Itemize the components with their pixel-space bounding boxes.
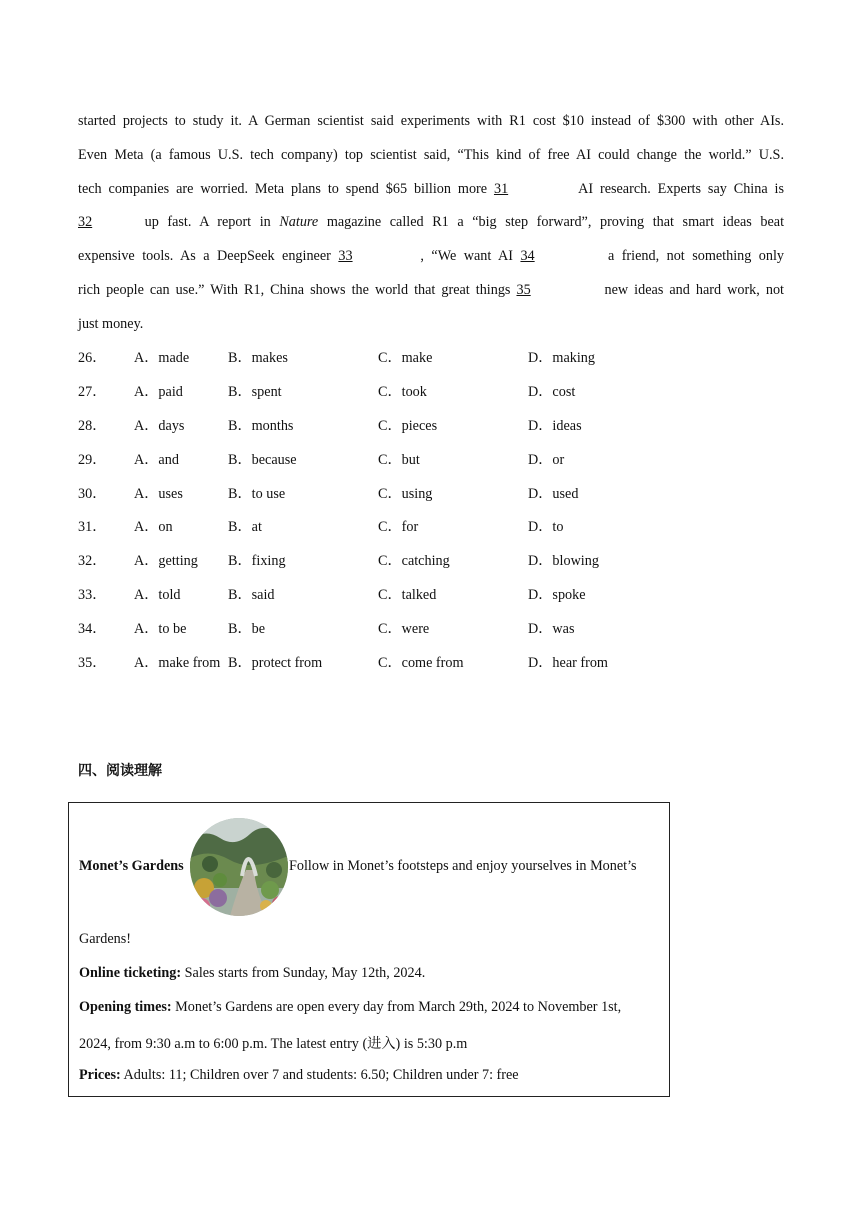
option-c[interactable]: C．catching	[378, 553, 450, 569]
option-b[interactable]: B．makes	[228, 350, 288, 366]
option-c[interactable]: C．using	[378, 486, 433, 502]
option-b[interactable]: B．to use	[228, 486, 286, 502]
passage-line: Even Meta (a famous U.S. tech company) top scientist said, “This kind of free AI could change the world.” U.S.	[78, 146, 784, 163]
blank-32: 32	[78, 214, 93, 231]
option-b[interactable]: B．fixing	[228, 553, 286, 569]
option-a[interactable]: A．uses	[134, 486, 183, 502]
option-c[interactable]: C．come from	[378, 655, 464, 671]
blank-34: 34	[520, 248, 535, 265]
magazine-name: Nature	[279, 214, 319, 231]
question-number: 30．	[78, 486, 107, 502]
option-a[interactable]: A．and	[134, 452, 179, 468]
passage-line: tech companies are worried. Meta plans to spend $65 billion more 31 AI research. Experts say China is	[78, 173, 784, 207]
ticketing-text: Sales starts from Sunday, May 12th, 2024.	[181, 965, 426, 981]
option-a[interactable]: A．on	[134, 519, 173, 535]
option-c[interactable]: C．for	[378, 519, 419, 535]
option-d[interactable]: D．or	[528, 452, 565, 468]
ticketing-info	[79, 965, 425, 982]
option-b[interactable]: B．spent	[228, 384, 282, 400]
option-c[interactable]: C．but	[378, 452, 420, 468]
option-c[interactable]: C．talked	[378, 587, 437, 603]
option-a[interactable]: A．days	[134, 418, 185, 434]
option-b[interactable]: B．because	[228, 452, 297, 468]
question-number: 27．	[78, 384, 107, 400]
notice-heading-line	[79, 858, 184, 875]
blank-31: 31	[493, 180, 509, 197]
option-d[interactable]: D．used	[528, 486, 579, 502]
passage-line: rich people can use.” With R1, China shows the world that great things 35 new ideas and hard work, not	[78, 274, 784, 308]
option-b[interactable]: B．at	[228, 519, 262, 535]
question-number: 29．	[78, 452, 107, 468]
blank-35: 35	[516, 281, 531, 298]
option-c[interactable]: C．pieces	[378, 418, 438, 434]
option-a[interactable]: A．told	[134, 587, 181, 603]
opening-times-info	[79, 999, 621, 1016]
option-a[interactable]: A．made	[134, 350, 190, 366]
option-d[interactable]: D．to	[528, 519, 564, 535]
passage-line: 32 up fast. A report in Nature magazine called R1 a “big step forward”, proving that smart ideas beat	[78, 206, 784, 240]
opening-times-text: Monet’s Gardens are open every day from March 29th, 2024 to November 1st,	[171, 999, 622, 1015]
option-a[interactable]: A．to be	[134, 621, 187, 637]
prices-info	[79, 1067, 519, 1084]
question-number: 34．	[78, 621, 107, 637]
option-b[interactable]: B．be	[228, 621, 266, 637]
passage-line: just money.	[78, 315, 144, 332]
section-title: 四、阅读理解	[78, 763, 162, 779]
question-number: 31．	[78, 519, 107, 535]
option-a[interactable]: A．paid	[134, 384, 183, 400]
cloze-passage	[78, 105, 784, 342]
opening-times-cont: 2024, from 9:30 a.m to 6:00 p.m. The latest entry (进入) is 5:30 p.m	[79, 1036, 468, 1052]
question-number: 35．	[78, 655, 107, 671]
option-c[interactable]: C．make	[378, 350, 433, 366]
option-d[interactable]: D．was	[528, 621, 575, 637]
question-number: 32．	[78, 553, 107, 569]
passage-line: expensive tools. As a DeepSeek engineer 33 , “We want AI 34 a friend, not something only	[78, 240, 784, 274]
question-number: 33．	[78, 587, 107, 603]
option-a[interactable]: A．getting	[134, 553, 198, 569]
notice-heading: Monet’s Gardens	[79, 858, 184, 874]
ticketing-label: Online ticketing:	[79, 965, 182, 981]
option-d[interactable]: D．hear from	[528, 655, 608, 671]
passage-line: started projects to study it. A German scientist said experiments with R1 cost $10 instead of $300 with other AIs.	[78, 113, 784, 129]
question-number: 28．	[78, 418, 107, 434]
option-b[interactable]: B．protect from	[228, 655, 323, 671]
option-d[interactable]: D．cost	[528, 384, 576, 400]
option-d[interactable]: D．ideas	[528, 418, 582, 434]
garden-photo	[190, 818, 288, 916]
blank-33: 33	[338, 248, 353, 265]
option-c[interactable]: C．took	[378, 384, 427, 400]
option-a[interactable]: A．make from	[134, 655, 221, 671]
notice-tagline-end: Gardens!	[79, 931, 131, 947]
option-d[interactable]: D．making	[528, 350, 595, 366]
option-d[interactable]: D．blowing	[528, 553, 599, 569]
option-b[interactable]: B．months	[228, 418, 294, 434]
option-c[interactable]: C．were	[378, 621, 430, 637]
option-d[interactable]: D．spoke	[528, 587, 586, 603]
prices-label: Prices:	[79, 1067, 121, 1083]
notice-tagline: Follow in Monet’s footsteps and enjoy yourselves in Monet’s	[289, 858, 637, 874]
question-number: 26．	[78, 350, 107, 366]
option-b[interactable]: B．said	[228, 587, 275, 603]
opening-times-label: Opening times:	[79, 999, 172, 1015]
prices-text: Adults: 11; Children over 7 and students: 6.50; Children under 7: free	[120, 1067, 519, 1083]
notice-box	[68, 802, 670, 1097]
